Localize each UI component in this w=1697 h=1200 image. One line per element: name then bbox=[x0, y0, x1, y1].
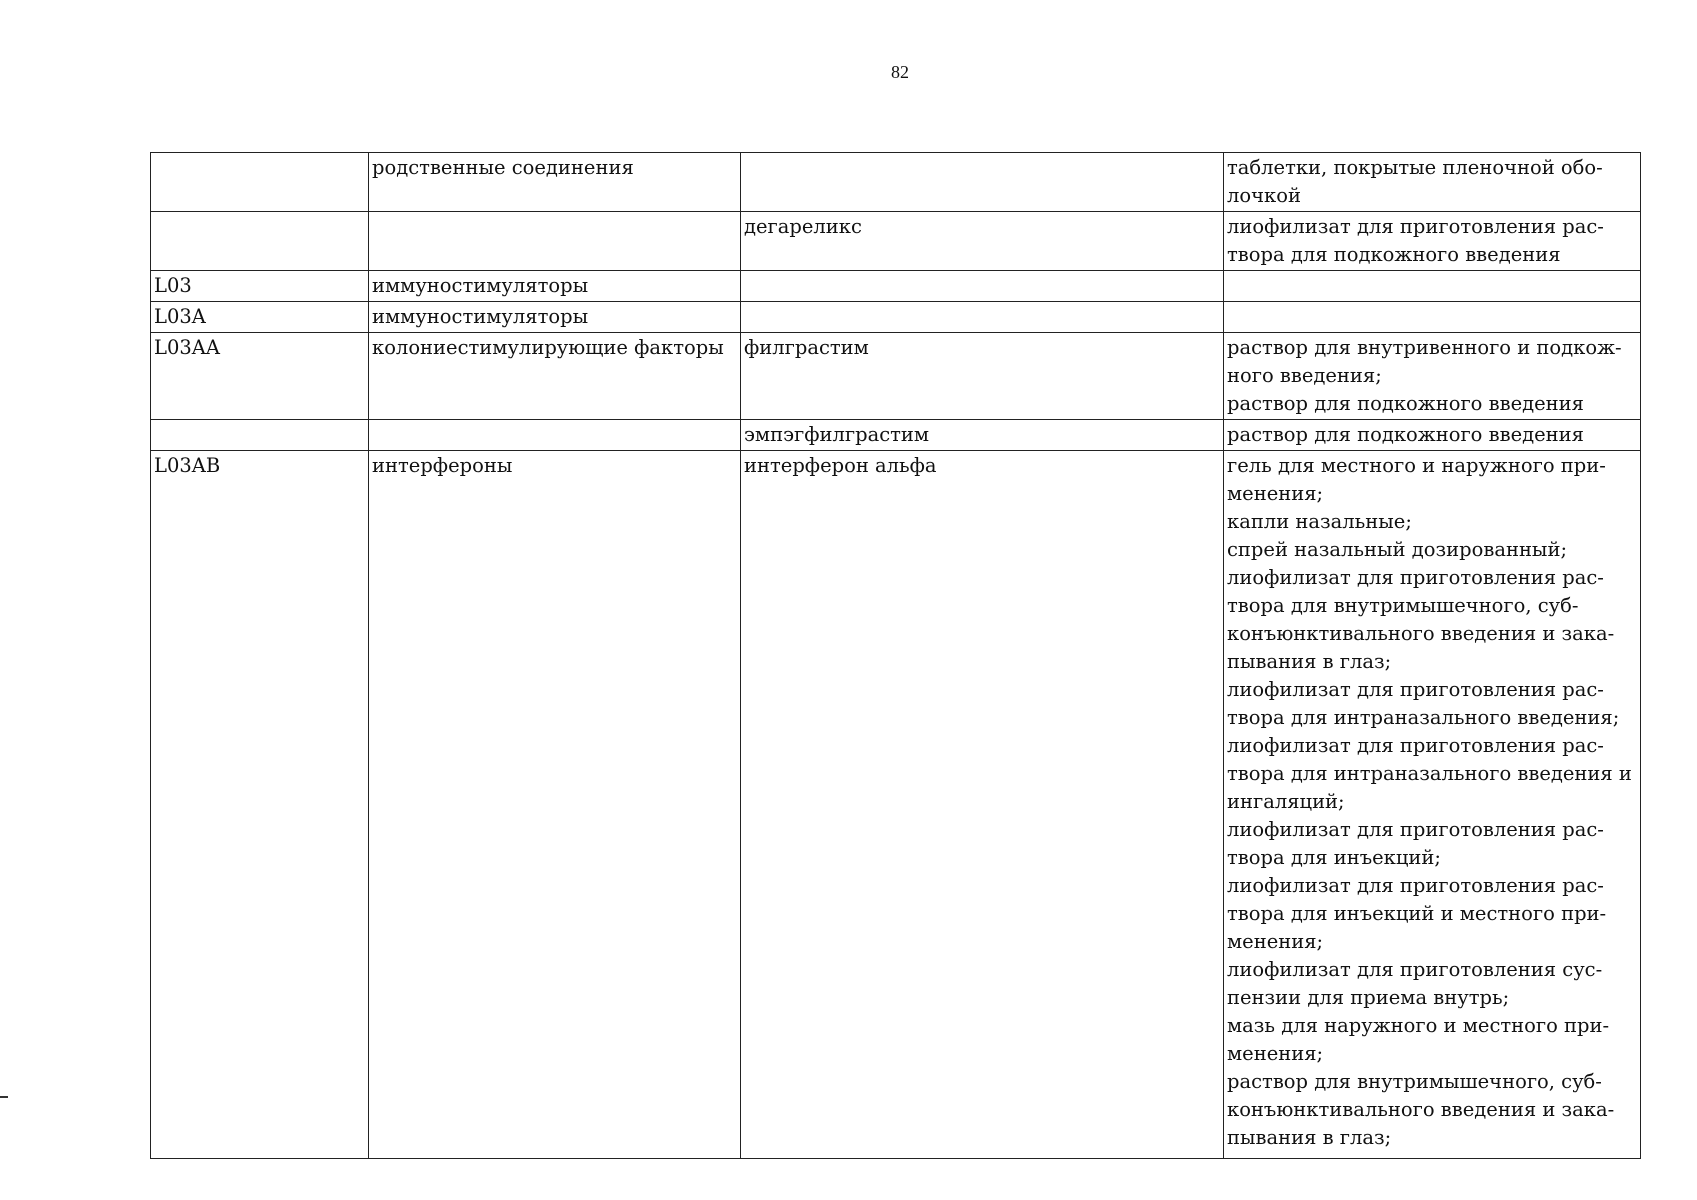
atc-code-cell: L03A bbox=[151, 302, 369, 333]
group-cell: родственные соединения bbox=[369, 153, 741, 212]
dosage-form-cell bbox=[1224, 302, 1641, 333]
atc-code-cell bbox=[151, 212, 369, 271]
atc-code-cell bbox=[151, 153, 369, 212]
atc-code-cell: L03 bbox=[151, 271, 369, 302]
table-body bbox=[151, 153, 1641, 1159]
group-cell: колониестимулирующие факторы bbox=[369, 333, 741, 420]
group-cell bbox=[369, 420, 741, 451]
drug-name-cell: дегареликс bbox=[741, 212, 1224, 271]
table-row bbox=[151, 212, 1641, 271]
atc-code-cell bbox=[151, 420, 369, 451]
dosage-form-cell: лиофилизат для приготовления рас- твора для подкожного введения bbox=[1224, 212, 1641, 271]
table-row bbox=[151, 420, 1641, 451]
group-cell: иммуностимуляторы bbox=[369, 271, 741, 302]
atc-code-cell: L03AA bbox=[151, 333, 369, 420]
drug-name-cell bbox=[741, 271, 1224, 302]
drug-name-cell bbox=[741, 302, 1224, 333]
drug-name-cell: интерферон альфа bbox=[741, 451, 1224, 1159]
dosage-form-cell: раствор для подкожного введения bbox=[1224, 420, 1641, 451]
group-cell bbox=[369, 212, 741, 271]
table-row bbox=[151, 333, 1641, 420]
dosage-form-cell: гель для местного и наружного при- менения; капли назальные; спрей назальный дозированный; лиофилизат для приготовления рас- твора для внутримышечного, суб- конъюнктивального введения и зака- пывания в глаз; лиофилизат для приготовления рас- твора для интраназального введения; лиофилизат для приготовления рас- твора для интраназального введения и ингаляций; лиофилизат для приготовления рас- твора для инъекций; лиофилизат для приготовления рас- твора для инъекций и местного при- менения; лиофилизат для приготовления сус- пензии для приема внутрь; мазь для наружного и местного при- менения; раствор для внутримышечного, суб- конъюнктивального введения и зака- пывания в глаз; bbox=[1224, 451, 1641, 1159]
table-row bbox=[151, 271, 1641, 302]
drug-table bbox=[150, 152, 1641, 1159]
drug-name-cell bbox=[741, 153, 1224, 212]
table-row bbox=[151, 451, 1641, 1159]
margin-mark bbox=[0, 1096, 8, 1098]
table-row bbox=[151, 153, 1641, 212]
drug-name-cell: эмпэгфилграстим bbox=[741, 420, 1224, 451]
atc-code-cell: L03AB bbox=[151, 451, 369, 1159]
group-cell: иммуностимуляторы bbox=[369, 302, 741, 333]
page-number: 82 bbox=[891, 62, 909, 82]
dosage-form-cell bbox=[1224, 271, 1641, 302]
drug-name-cell: филграстим bbox=[741, 333, 1224, 420]
group-cell: интерфероны bbox=[369, 451, 741, 1159]
dosage-form-cell: таблетки, покрытые пленочной обо- лочкой bbox=[1224, 153, 1641, 212]
table-row bbox=[151, 302, 1641, 333]
dosage-form-cell: раствор для внутривенного и подкож- ного введения; раствор для подкожного введения bbox=[1224, 333, 1641, 420]
